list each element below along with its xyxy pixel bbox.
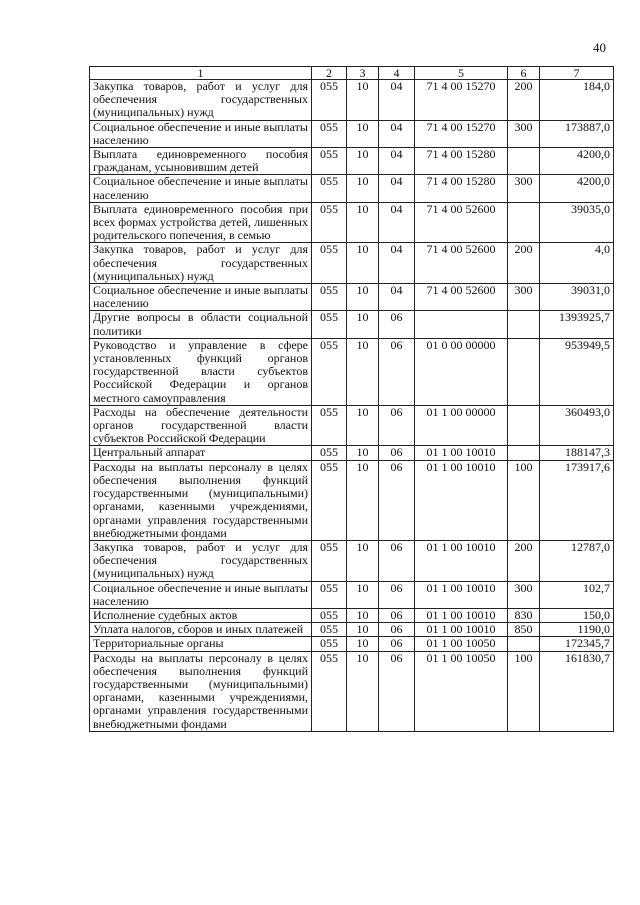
row-target-article: 01 1 00 10010	[415, 540, 508, 581]
row-section: 10	[347, 175, 379, 202]
table-row	[90, 175, 614, 202]
row-subsection: 06	[379, 637, 415, 651]
row-target-article: 71 4 00 52600	[415, 284, 508, 311]
row-amount: 173887,0	[540, 120, 614, 147]
row-ministry-code: 055	[312, 202, 347, 243]
table-row	[90, 446, 614, 460]
table-row	[90, 405, 614, 446]
row-target-article: 01 1 00 10010	[415, 608, 508, 622]
row-ministry-code: 055	[312, 608, 347, 622]
row-expense-type: 200	[508, 540, 540, 581]
row-amount: 4,0	[540, 243, 614, 284]
row-section: 10	[347, 623, 379, 637]
row-expense-type: 850	[508, 623, 540, 637]
row-name: Другие вопросы в области социальной политики	[90, 311, 312, 338]
row-target-article: 01 1 00 10010	[415, 581, 508, 608]
row-subsection: 04	[379, 120, 415, 147]
row-subsection: 06	[379, 446, 415, 460]
row-name: Социальное обеспечение и иные выплаты населению	[90, 284, 312, 311]
row-name: Территориальные органы	[90, 637, 312, 651]
row-target-article	[415, 311, 508, 338]
table-row	[90, 80, 614, 121]
row-name: Расходы на выплаты персоналу в целях обеспечения выполнения функций государственными (муниципальными) органами, казенными учреждениями, органами управления государственными внебюджетными фондами	[90, 651, 312, 731]
row-subsection: 04	[379, 80, 415, 121]
table-row	[90, 623, 614, 637]
row-ministry-code: 055	[312, 284, 347, 311]
row-section: 10	[347, 446, 379, 460]
table-row	[90, 581, 614, 608]
row-target-article: 71 4 00 15280	[415, 148, 508, 175]
row-section: 10	[347, 80, 379, 121]
row-amount: 953949,5	[540, 338, 614, 405]
row-amount: 12787,0	[540, 540, 614, 581]
row-name: Закупка товаров, работ и услуг для обеспечения государственных (муниципальных) нужд	[90, 80, 312, 121]
row-ministry-code: 055	[312, 460, 347, 540]
row-subsection: 06	[379, 623, 415, 637]
table-row	[90, 608, 614, 622]
table-row	[90, 460, 614, 540]
table-row	[90, 540, 614, 581]
row-amount: 4200,0	[540, 148, 614, 175]
row-name: Закупка товаров, работ и услуг для обеспечения государственных (муниципальных) нужд	[90, 540, 312, 581]
row-ministry-code: 055	[312, 338, 347, 405]
row-subsection: 04	[379, 284, 415, 311]
row-amount: 4200,0	[540, 175, 614, 202]
row-amount: 1393925,7	[540, 311, 614, 338]
row-amount: 150,0	[540, 608, 614, 622]
row-section: 10	[347, 581, 379, 608]
row-target-article: 01 1 00 10050	[415, 651, 508, 731]
row-target-article: 71 4 00 15270	[415, 80, 508, 121]
row-subsection: 06	[379, 311, 415, 338]
table-row	[90, 311, 614, 338]
row-subsection: 06	[379, 540, 415, 581]
row-ministry-code: 055	[312, 311, 347, 338]
header-cell: 1	[90, 67, 312, 80]
row-ministry-code: 055	[312, 623, 347, 637]
row-ministry-code: 055	[312, 446, 347, 460]
row-ministry-code: 055	[312, 581, 347, 608]
row-expense-type	[508, 202, 540, 243]
row-ministry-code: 055	[312, 175, 347, 202]
row-ministry-code: 055	[312, 148, 347, 175]
row-expense-type: 300	[508, 284, 540, 311]
row-target-article: 01 1 00 10010	[415, 460, 508, 540]
row-section: 10	[347, 540, 379, 581]
row-section: 10	[347, 120, 379, 147]
row-amount: 360493,0	[540, 405, 614, 446]
row-section: 10	[347, 651, 379, 731]
table-row	[90, 148, 614, 175]
row-section: 10	[347, 148, 379, 175]
row-section: 10	[347, 405, 379, 446]
row-subsection: 04	[379, 243, 415, 284]
row-amount: 161830,7	[540, 651, 614, 731]
row-section: 10	[347, 202, 379, 243]
page-number: 40	[593, 40, 606, 55]
row-expense-type: 200	[508, 243, 540, 284]
row-section: 10	[347, 311, 379, 338]
row-name: Закупка товаров, работ и услуг для обеспечения государственных (муниципальных) нужд	[90, 243, 312, 284]
row-subsection: 06	[379, 651, 415, 731]
row-name: Социальное обеспечение и иные выплаты населению	[90, 175, 312, 202]
header-row	[90, 67, 614, 80]
row-amount: 39031,0	[540, 284, 614, 311]
row-section: 10	[347, 243, 379, 284]
row-amount: 184,0	[540, 80, 614, 121]
row-ministry-code: 055	[312, 651, 347, 731]
row-ministry-code: 055	[312, 540, 347, 581]
header-cell: 7	[540, 67, 614, 80]
row-target-article: 01 1 00 10010	[415, 623, 508, 637]
row-subsection: 04	[379, 148, 415, 175]
row-subsection: 06	[379, 405, 415, 446]
row-subsection: 06	[379, 581, 415, 608]
row-section: 10	[347, 637, 379, 651]
row-expense-type	[508, 311, 540, 338]
row-expense-type	[508, 338, 540, 405]
table-row	[90, 202, 614, 243]
row-target-article: 01 0 00 00000	[415, 338, 508, 405]
row-ministry-code: 055	[312, 80, 347, 121]
row-amount: 1190,0	[540, 623, 614, 637]
row-subsection: 06	[379, 608, 415, 622]
header-cell: 2	[312, 67, 347, 80]
row-name: Исполнение судебных актов	[90, 608, 312, 622]
row-name: Расходы на выплаты персоналу в целях обеспечения выполнения функций государственными (муниципальными) органами, казенными учреждениями, органами управления государственными внебюджетными фондами	[90, 460, 312, 540]
row-expense-type	[508, 148, 540, 175]
header-cell: 5	[415, 67, 508, 80]
table-row	[90, 338, 614, 405]
row-expense-type	[508, 446, 540, 460]
row-subsection: 06	[379, 460, 415, 540]
row-name: Выплата единовременного пособия гражданам, усыновившим детей	[90, 148, 312, 175]
row-name: Уплата налогов, сборов и иных платежей	[90, 623, 312, 637]
row-name: Выплата единовременного пособия при всех формах устройства детей, лишенных родительского попечения, в семью	[90, 202, 312, 243]
row-name: Расходы на обеспечение деятельности органов государственной власти субъектов Российской Федерации	[90, 405, 312, 446]
row-amount: 188147,3	[540, 446, 614, 460]
row-amount: 172345,7	[540, 637, 614, 651]
budget-table	[89, 66, 614, 732]
table-row	[90, 243, 614, 284]
row-target-article: 01 1 00 00000	[415, 405, 508, 446]
header-cell: 6	[508, 67, 540, 80]
row-ministry-code: 055	[312, 120, 347, 147]
row-expense-type: 300	[508, 175, 540, 202]
row-section: 10	[347, 608, 379, 622]
header-cell: 4	[379, 67, 415, 80]
row-subsection: 06	[379, 338, 415, 405]
row-expense-type	[508, 637, 540, 651]
row-ministry-code: 055	[312, 405, 347, 446]
row-target-article: 71 4 00 15270	[415, 120, 508, 147]
row-amount: 39035,0	[540, 202, 614, 243]
row-amount: 173917,6	[540, 460, 614, 540]
row-expense-type: 300	[508, 120, 540, 147]
row-ministry-code: 055	[312, 243, 347, 284]
row-expense-type	[508, 405, 540, 446]
table-row	[90, 651, 614, 731]
row-section: 10	[347, 338, 379, 405]
row-expense-type: 830	[508, 608, 540, 622]
row-section: 10	[347, 284, 379, 311]
row-expense-type: 300	[508, 581, 540, 608]
row-target-article: 01 1 00 10010	[415, 446, 508, 460]
row-expense-type: 100	[508, 651, 540, 731]
row-subsection: 04	[379, 202, 415, 243]
row-target-article: 71 4 00 52600	[415, 202, 508, 243]
row-target-article: 71 4 00 52600	[415, 243, 508, 284]
row-ministry-code: 055	[312, 637, 347, 651]
row-target-article: 01 1 00 10050	[415, 637, 508, 651]
table-row	[90, 637, 614, 651]
header-cell: 3	[347, 67, 379, 80]
row-name: Руководство и управление в сфере установленных функций органов государственной власти субъектов Российской Федерации и органов местного самоуправления	[90, 338, 312, 405]
row-name: Социальное обеспечение и иные выплаты населению	[90, 120, 312, 147]
table-row	[90, 284, 614, 311]
table-row	[90, 120, 614, 147]
row-name: Социальное обеспечение и иные выплаты населению	[90, 581, 312, 608]
row-subsection: 04	[379, 175, 415, 202]
row-amount: 102,7	[540, 581, 614, 608]
row-target-article: 71 4 00 15280	[415, 175, 508, 202]
row-expense-type: 200	[508, 80, 540, 121]
row-expense-type: 100	[508, 460, 540, 540]
row-name: Центральный аппарат	[90, 446, 312, 460]
row-section: 10	[347, 460, 379, 540]
